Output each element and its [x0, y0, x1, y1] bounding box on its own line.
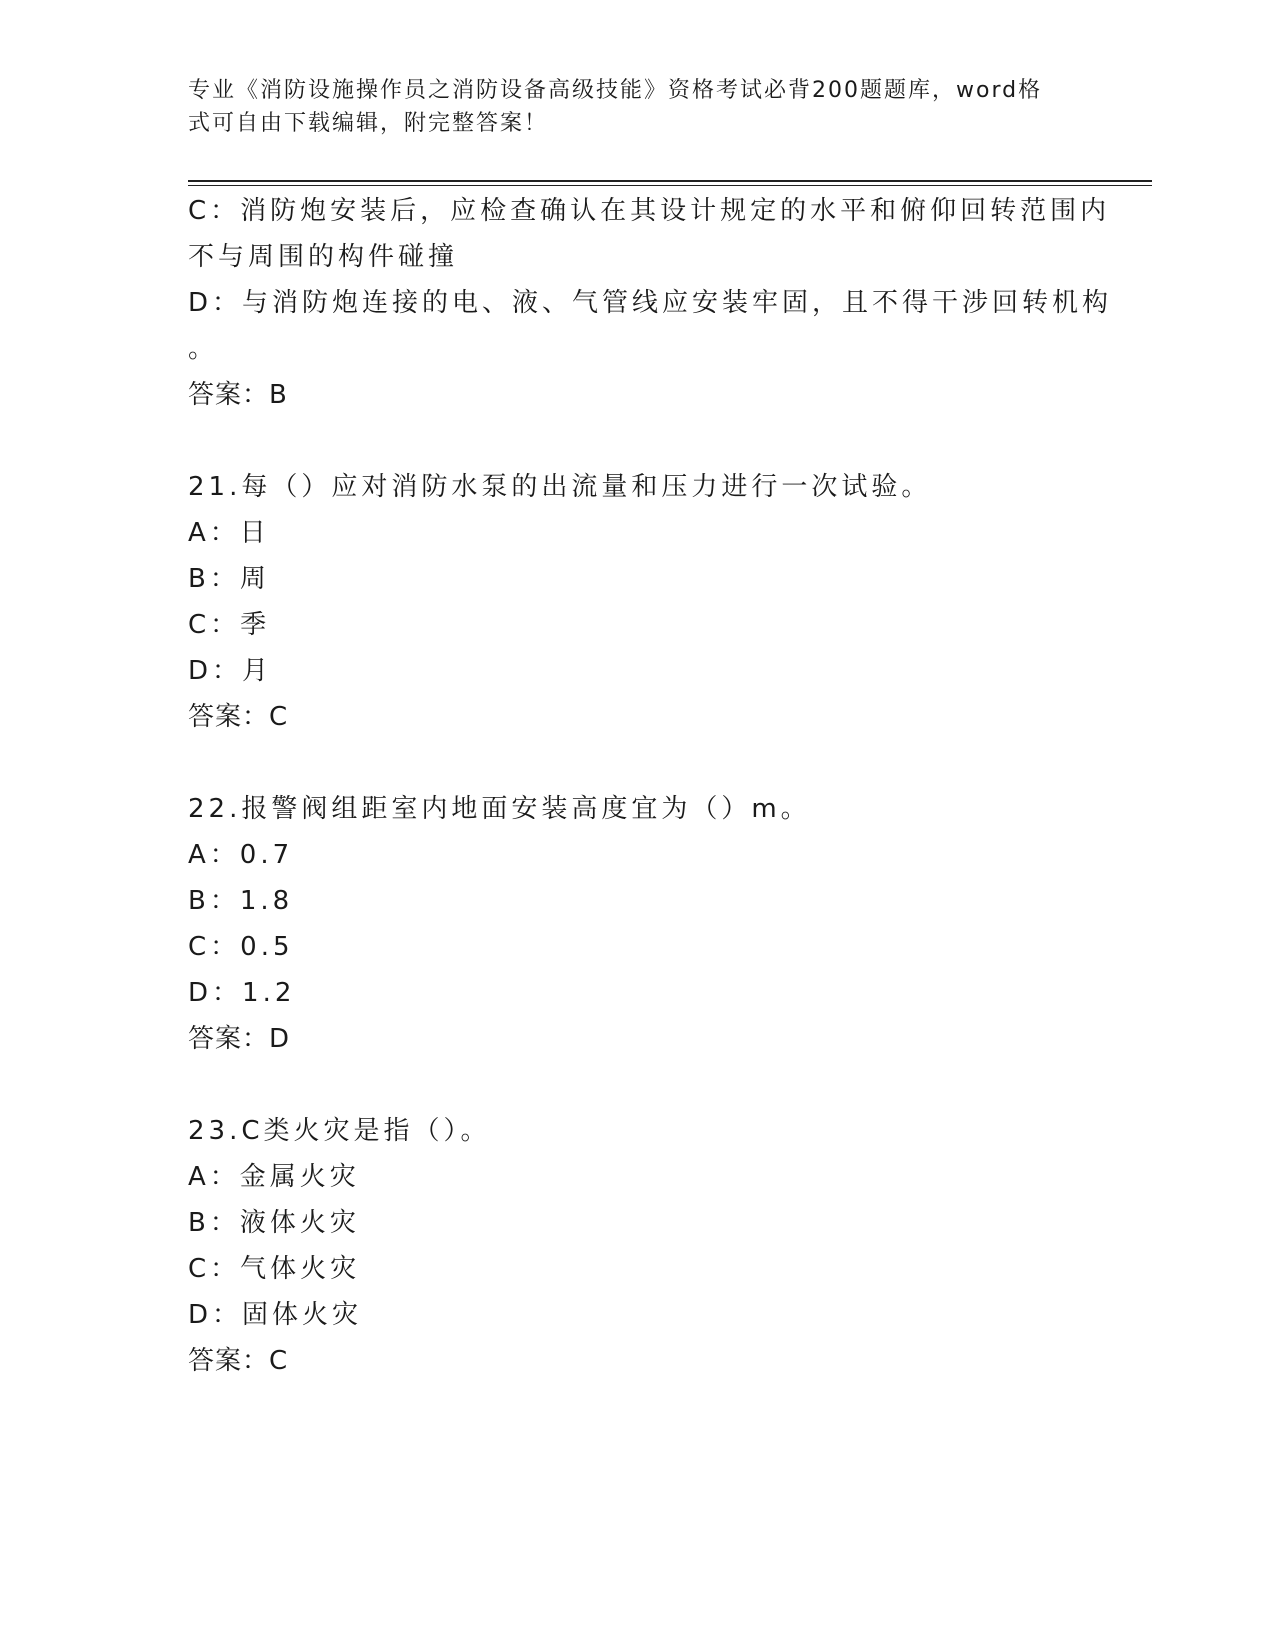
- question-spacer: [188, 740, 1088, 786]
- question-block-23: [188, 1108, 1088, 1384]
- header-line-2: 式可自由下载编辑，附完整答案！: [188, 111, 549, 136]
- option-a: A：日: [188, 518, 270, 548]
- option-b: B：1.8: [188, 886, 294, 916]
- answer-line: 答案：B: [188, 380, 288, 410]
- option-d-line-1: D：与消防炮连接的电、液、气管线应安装牢固，且不得干涉回转机构: [188, 288, 1113, 318]
- option-c-line-1: C：消防炮安装后，应检查确认在其设计规定的水平和俯仰回转范围内: [188, 196, 1111, 226]
- option-b: B：周: [188, 564, 270, 594]
- option-c: C：0.5: [188, 932, 294, 962]
- answer-line: 答案：C: [188, 1346, 289, 1376]
- question-stem: 23.C类火灾是指（）。: [188, 1116, 491, 1146]
- document-header: [188, 74, 1068, 140]
- question-spacer: [188, 1062, 1088, 1108]
- header-divider-thick: [188, 180, 1152, 182]
- question-stem: 21.每（）应对消防水泵的出流量和压力进行一次试验。: [188, 472, 932, 502]
- option-d: D：1.2: [188, 978, 296, 1008]
- option-d-line-2: 。: [188, 334, 219, 364]
- question-block-22: [188, 786, 1088, 1062]
- option-c: C：季: [188, 610, 271, 640]
- option-a: A：0.7: [188, 840, 294, 870]
- option-d: D：固体火灾: [188, 1300, 363, 1330]
- question-block-21: [188, 464, 1088, 740]
- question-spacer: [188, 418, 1088, 464]
- header-line-1: 专业《消防设施操作员之消防设备高级技能》资格考试必背200题题库，word格: [188, 78, 1043, 103]
- question-content: [188, 188, 1113, 1384]
- option-c-line-2: 不与周围的构件碰撞: [188, 242, 459, 272]
- option-b: B：液体火灾: [188, 1208, 360, 1238]
- header-divider-thin: [188, 185, 1152, 186]
- option-c: C：气体火灾: [188, 1254, 361, 1284]
- question-block-20: [188, 188, 1113, 418]
- question-stem: 22.报警阀组距室内地面安装高度宜为（）m。: [188, 794, 811, 824]
- option-d: D：月: [188, 656, 273, 686]
- answer-line: 答案：C: [188, 702, 289, 732]
- option-a: A：金属火灾: [188, 1162, 360, 1192]
- answer-line: 答案：D: [188, 1024, 291, 1054]
